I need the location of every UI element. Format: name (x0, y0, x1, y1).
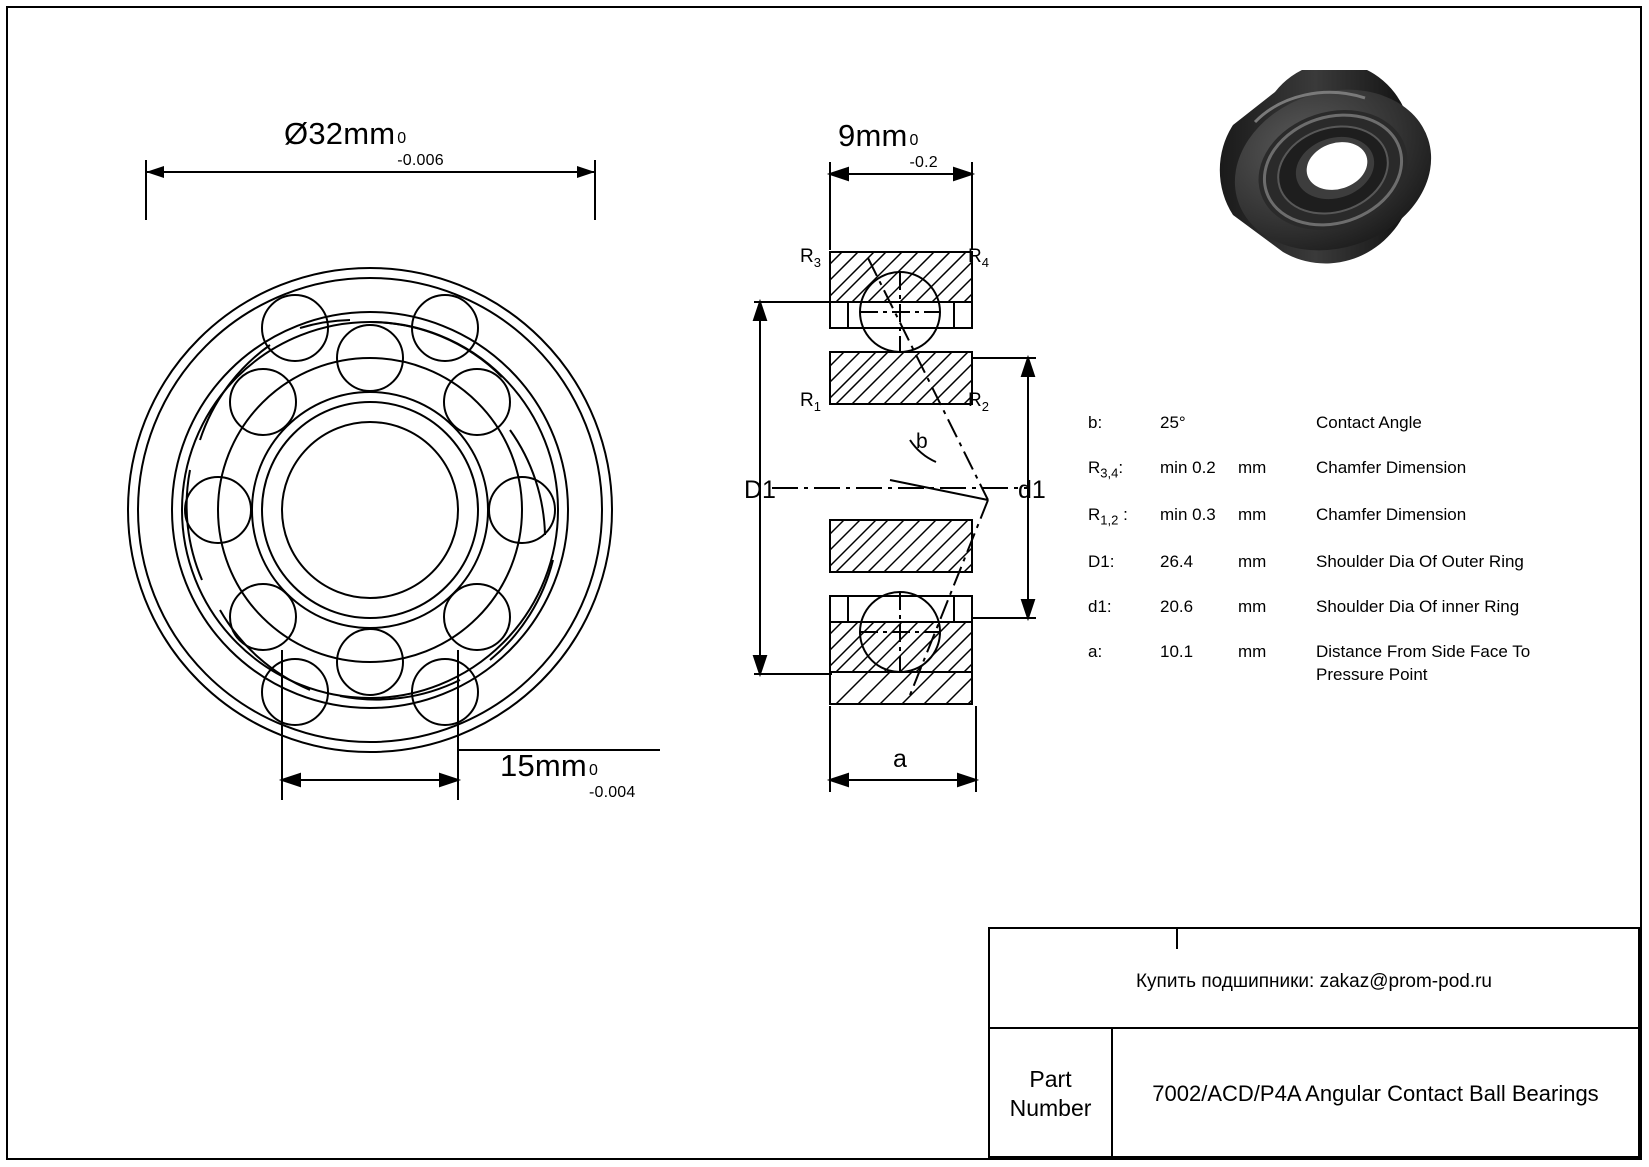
spec-row (1088, 457, 1568, 482)
spec-value: 26.4 (1160, 551, 1194, 571)
spec-description: Distance From Side Face To Pressure Point (1316, 641, 1531, 684)
spec-key: $R_{1,2}$ : (1088, 504, 1128, 528)
spec-row (1088, 504, 1568, 529)
spec-key: $R_{3,4}$: (1088, 457, 1124, 481)
spec-key: D1: (1088, 551, 1115, 571)
callout-r3: $R_3$ (800, 246, 821, 270)
spec-description: Shoulder Dia Of inner Ring (1316, 596, 1520, 616)
spec-unit: mm (1238, 457, 1267, 477)
outer-diameter-label: Ø32mm 0 -0.006 (284, 116, 444, 169)
spec-unit: mm (1238, 641, 1267, 661)
spec-key: b: (1088, 413, 1103, 432)
spec-value: 25° (1160, 413, 1186, 432)
title-block-top-row (990, 929, 1638, 1029)
spec-value: 20.6 (1160, 596, 1194, 616)
spec-row (1088, 412, 1568, 435)
callout-pressure-distance: a (893, 745, 907, 773)
spec-value: min 0.3 (1160, 504, 1216, 524)
callout-shoulder-outer: D1 (744, 476, 776, 504)
spec-value: min 0.2 (1160, 457, 1216, 477)
spec-description: Chamfer Dimension (1316, 457, 1467, 477)
callout-r2: $R_2$ (968, 390, 989, 414)
part-number-label (990, 1029, 1113, 1158)
part-label-line2: Number (1009, 1094, 1092, 1121)
spec-value: 10.1 (1160, 641, 1194, 661)
section-view-drawing (740, 140, 1100, 840)
spec-unit: mm (1238, 596, 1267, 616)
contact-email-line: Купить подшипники: zakaz@prom-pod.ru (1135, 971, 1493, 992)
callout-r4: $R_4$ (968, 246, 989, 270)
callout-contact-angle: b (916, 430, 928, 453)
bore-diameter-label: 15mm 0 -0.004 (500, 748, 636, 801)
title-block-divider-tick (1176, 929, 1178, 949)
title-block (988, 927, 1640, 1158)
spec-description: Contact Angle (1316, 413, 1422, 432)
spec-row (1088, 551, 1568, 574)
spec-row (1088, 641, 1568, 687)
specification-table (1088, 412, 1568, 709)
part-number-value: 7002/ACD/P4A Angular Contact Ball Bearings (1152, 1080, 1599, 1106)
spec-description: Chamfer Dimension (1316, 504, 1467, 524)
spec-key: a: (1088, 641, 1103, 661)
spec-unit: mm (1238, 551, 1267, 571)
spec-row (1088, 596, 1568, 619)
spec-key: d1: (1088, 596, 1112, 616)
spec-description: Shoulder Dia Of Outer Ring (1316, 551, 1524, 571)
callout-r1: $R_1$ (800, 390, 821, 414)
bearing-3d-render (1215, 70, 1475, 270)
title-block-bottom-row (990, 1029, 1638, 1158)
part-label-line1: Part (1029, 1065, 1072, 1092)
callout-shoulder-inner: d1 (1018, 476, 1046, 504)
width-dimension-label: 9mm 0 -0.2 (838, 118, 938, 171)
spec-unit: mm (1238, 504, 1267, 524)
